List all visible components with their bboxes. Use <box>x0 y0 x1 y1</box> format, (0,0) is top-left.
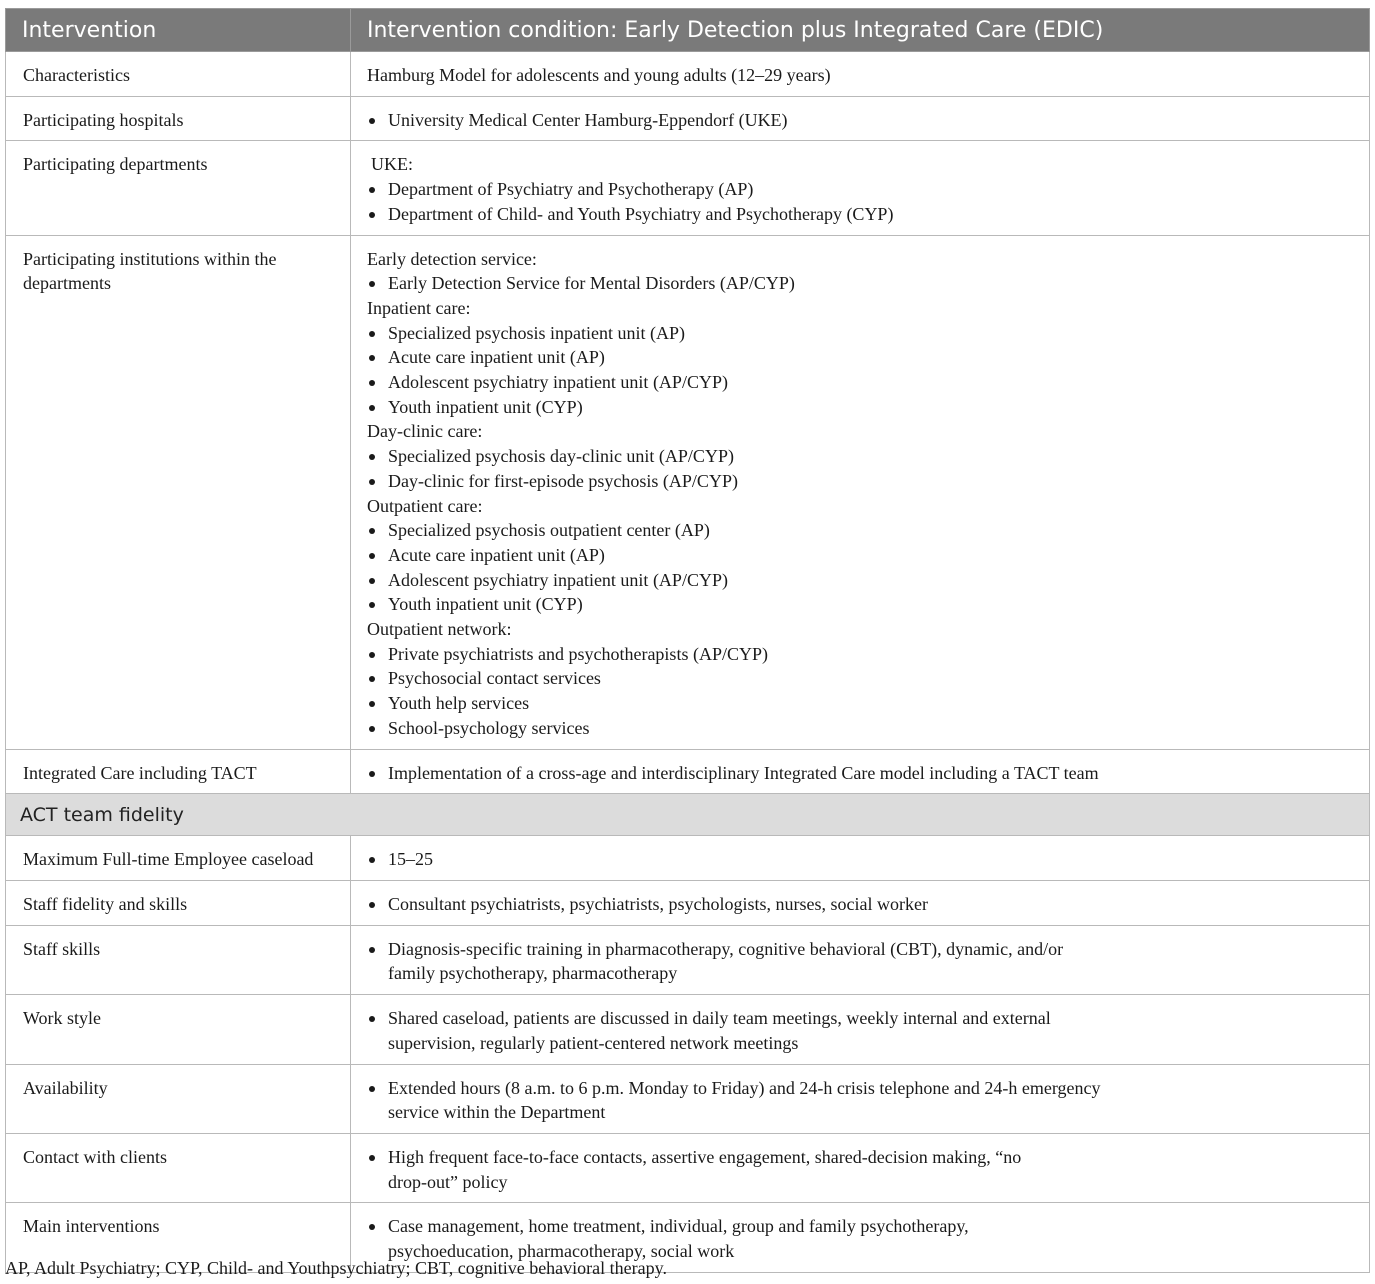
bullet-icon <box>369 857 375 863</box>
row-value <box>351 749 1370 794</box>
row-value <box>351 235 1370 749</box>
bullet-item: Implementation of a cross-age and interdisciplinary Integrated Care model including a TACT team <box>367 761 1359 786</box>
bullet-item: Early Detection Service for Mental Disorders (AP/CYP) <box>367 271 1359 296</box>
group-heading: Outpatient care: <box>367 495 483 516</box>
bullet-icon <box>369 118 375 124</box>
bullet-icon <box>369 553 375 559</box>
bullet-item: Adolescent psychiatry inpatient unit (AP/CYP) <box>367 370 1359 395</box>
bullet-item: School-psychology services <box>367 716 1359 741</box>
bullet-item: Adolescent psychiatry inpatient unit (AP/CYP) <box>367 568 1359 593</box>
table-row <box>6 52 1370 97</box>
bullet-icon <box>369 771 375 777</box>
bullet-icon <box>369 1155 375 1161</box>
row-value <box>351 925 1370 994</box>
row-value <box>351 52 1370 97</box>
bullet-icon <box>369 1086 375 1092</box>
bullet-item: University Medical Center Hamburg-Eppendorf (UKE) <box>367 108 1359 133</box>
bullet-icon <box>369 578 375 584</box>
table-row <box>6 749 1370 794</box>
bullet-icon <box>369 726 375 732</box>
bullet-icon <box>369 602 375 608</box>
bullet-icon <box>369 947 375 953</box>
row-value <box>351 1133 1370 1202</box>
row-value <box>351 141 1370 235</box>
bullet-icon <box>369 1016 375 1022</box>
bullet-item: Specialized psychosis inpatient unit (AP) <box>367 321 1359 346</box>
table-row <box>6 1064 1370 1133</box>
row-label: Staff fidelity and skills <box>6 880 351 925</box>
bullet-icon <box>369 701 375 707</box>
row-label: Maximum Full-time Employee caseload <box>6 836 351 881</box>
bullet-item: Extended hours (8 a.m. to 6 p.m. Monday to Friday) and 24-h crisis telephone and 24-h emergency service within the Department <box>367 1076 1359 1125</box>
bullet-icon <box>369 187 375 193</box>
bullet-item: Consultant psychiatrists, psychiatrists, psychologists, nurses, social worker <box>367 892 1359 917</box>
group-heading: Outpatient network: <box>367 619 512 640</box>
bullet-icon <box>369 405 375 411</box>
group-heading: Inpatient care: <box>367 297 471 318</box>
table-row <box>6 925 1370 994</box>
row-label: Work style <box>6 995 351 1064</box>
row-label: Staff skills <box>6 925 351 994</box>
bullet-icon <box>369 1224 375 1230</box>
row-label: Contact with clients <box>6 1133 351 1202</box>
table-footnote: AP, Adult Psychiatry; CYP, Child- and Youthpsychiatry; CBT, cognitive behavioral therapy. <box>5 1258 667 1278</box>
bullet-item: Specialized psychosis day-clinic unit (AP/CYP) <box>367 444 1359 469</box>
row-value <box>351 1064 1370 1133</box>
row-label: Integrated Care including TACT <box>6 749 351 794</box>
bullet-item: Youth inpatient unit (CYP) <box>367 592 1359 617</box>
table-row <box>6 836 1370 881</box>
bullet-icon <box>369 902 375 908</box>
bullet-icon <box>369 479 375 485</box>
section-title: ACT team fidelity <box>6 794 1370 836</box>
row-value <box>351 96 1370 141</box>
row-label: Characteristics <box>6 52 351 97</box>
header-intervention: Intervention <box>6 9 351 52</box>
bullet-item: Acute care inpatient unit (AP) <box>367 345 1359 370</box>
bullet-item: 15–25 <box>367 847 1359 872</box>
row-label: Participating institutions within the departments <box>6 235 351 749</box>
bullet-item: Diagnosis-specific training in pharmacotherapy, cognitive behavioral (CBT), dynamic, and/or family psychotherapy, pharmacotherapy <box>367 937 1359 986</box>
section-row <box>6 794 1370 836</box>
bullet-icon <box>369 380 375 386</box>
table-header-row <box>6 9 1370 52</box>
bullet-icon <box>369 454 375 460</box>
group-heading: Early detection service: <box>367 248 537 269</box>
row-label: Main interventions <box>6 1203 351 1272</box>
bullet-item: Psychosocial contact services <box>367 666 1359 691</box>
row-value <box>351 880 1370 925</box>
row-value <box>351 836 1370 881</box>
bullet-icon <box>369 528 375 534</box>
bullet-item: Department of Child- and Youth Psychiatry and Psychotherapy (CYP) <box>367 202 1359 227</box>
row-label: Participating hospitals <box>6 96 351 141</box>
bullet-item: High frequent face-to-face contacts, assertive engagement, shared-decision making, “no drop-out” policy <box>367 1145 1359 1194</box>
table-row <box>6 880 1370 925</box>
bullet-icon <box>369 676 375 682</box>
bullet-icon <box>369 212 375 218</box>
bullet-item: Acute care inpatient unit (AP) <box>367 543 1359 568</box>
bullet-item: Private psychiatrists and psychotherapists (AP/CYP) <box>367 642 1359 667</box>
bullet-item: Case management, home treatment, individual, group and family psychotherapy, psychoeducation, pharmacotherapy, social work <box>367 1214 1359 1263</box>
bullet-icon <box>369 281 375 287</box>
table-row <box>6 96 1370 141</box>
bullet-item: Department of Psychiatry and Psychotherapy (AP) <box>367 177 1359 202</box>
row-value <box>351 995 1370 1064</box>
value-line: Hamburg Model for adolescents and young adults (12–29 years) <box>367 65 831 85</box>
bullet-item: Specialized psychosis outpatient center (AP) <box>367 518 1359 543</box>
bullet-item: Youth inpatient unit (CYP) <box>367 395 1359 420</box>
bullet-item: Day-clinic for first-episode psychosis (AP/CYP) <box>367 469 1359 494</box>
table-row <box>6 1133 1370 1202</box>
table-row <box>6 995 1370 1064</box>
row-label: Participating departments <box>6 141 351 235</box>
intervention-table <box>5 8 1370 1273</box>
bullet-item: Shared caseload, patients are discussed in daily team meetings, weekly internal and external supervision, regularly patient-centered network meetings <box>367 1006 1359 1055</box>
table-row <box>6 141 1370 235</box>
value-line: UKE: <box>371 154 413 175</box>
bullet-item: Youth help services <box>367 691 1359 716</box>
bullet-icon <box>369 652 375 658</box>
bullet-icon <box>369 355 375 361</box>
header-intervention-condition: Intervention condition: Early Detection plus Integrated Care (EDIC) <box>351 9 1370 52</box>
group-heading: Day-clinic care: <box>367 421 483 442</box>
row-label: Availability <box>6 1064 351 1133</box>
table-row <box>6 235 1370 749</box>
bullet-icon <box>369 331 375 337</box>
